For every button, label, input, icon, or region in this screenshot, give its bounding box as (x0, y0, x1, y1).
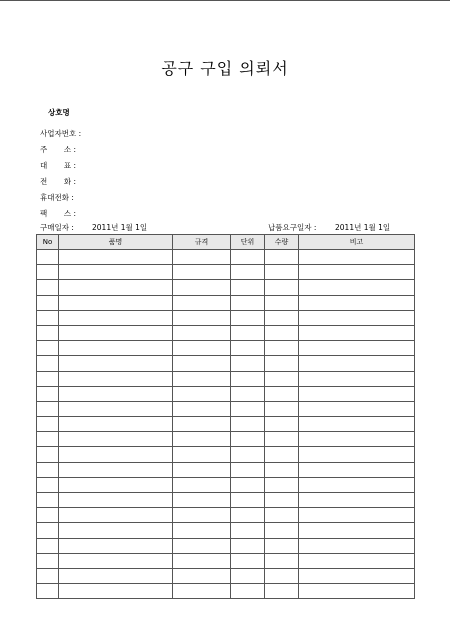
table-cell[interactable] (231, 584, 265, 599)
table-cell[interactable] (37, 371, 59, 386)
header-remarks: 비고 (299, 235, 415, 250)
table-cell[interactable] (299, 523, 415, 538)
phone-label: 전 화 : (40, 177, 77, 186)
table-cell[interactable] (265, 523, 299, 538)
table-cell[interactable] (265, 584, 299, 599)
table-cell[interactable] (59, 325, 173, 340)
table-cell[interactable] (173, 341, 231, 356)
table-cell[interactable] (59, 356, 173, 371)
table-row (37, 568, 415, 583)
table-cell[interactable] (299, 493, 415, 508)
table-cell[interactable] (231, 447, 265, 462)
table-cell[interactable] (231, 265, 265, 280)
table-cell[interactable] (37, 493, 59, 508)
table-cell[interactable] (299, 417, 415, 432)
table-cell[interactable] (37, 265, 59, 280)
table-cell[interactable] (231, 325, 265, 340)
delivery-date-value: 2011년 1월 1일 (335, 223, 391, 232)
table-cell[interactable] (37, 508, 59, 523)
table-cell[interactable] (59, 553, 173, 568)
table-cell[interactable] (265, 538, 299, 553)
table-cell[interactable] (299, 508, 415, 523)
table-cell[interactable] (299, 341, 415, 356)
table-cell[interactable] (299, 538, 415, 553)
table-cell[interactable] (299, 401, 415, 416)
table-cell[interactable] (299, 432, 415, 447)
table-row (37, 295, 415, 310)
table-cell[interactable] (265, 493, 299, 508)
table-row (37, 508, 415, 523)
table-cell[interactable] (59, 401, 173, 416)
table-cell[interactable] (59, 523, 173, 538)
table-cell[interactable] (265, 447, 299, 462)
table-cell[interactable] (231, 493, 265, 508)
company-name-label: 상호명 (48, 108, 70, 117)
table-cell[interactable] (231, 310, 265, 325)
table-row (37, 462, 415, 477)
table-cell[interactable] (265, 386, 299, 401)
delivery-date-label: 납품요구일자 : (268, 223, 317, 232)
table-cell[interactable] (231, 250, 265, 265)
header-item-name: 품명 (59, 235, 173, 250)
table-cell[interactable] (59, 584, 173, 599)
table-cell[interactable] (173, 447, 231, 462)
business-number-label: 사업자번호 : (40, 129, 82, 138)
table-cell[interactable] (59, 417, 173, 432)
purchase-date-label: 구매일자 : (40, 223, 74, 232)
table-cell[interactable] (173, 568, 231, 583)
header-quantity: 수량 (265, 235, 299, 250)
table-cell[interactable] (231, 477, 265, 492)
table-row (37, 432, 415, 447)
table-cell[interactable] (265, 462, 299, 477)
table-row (37, 493, 415, 508)
table-cell[interactable] (59, 250, 173, 265)
table-cell[interactable] (37, 553, 59, 568)
table-cell[interactable] (265, 401, 299, 416)
table-cell[interactable] (59, 310, 173, 325)
table-cell[interactable] (173, 250, 231, 265)
table-cell[interactable] (173, 417, 231, 432)
table-cell[interactable] (173, 310, 231, 325)
table-cell[interactable] (59, 568, 173, 583)
table-cell[interactable] (265, 568, 299, 583)
table-cell[interactable] (173, 493, 231, 508)
purchase-date-value: 2011년 1월 1일 (92, 223, 148, 232)
table-cell[interactable] (265, 477, 299, 492)
table-cell[interactable] (265, 553, 299, 568)
table-cell[interactable] (173, 584, 231, 599)
table-cell[interactable] (173, 477, 231, 492)
table-cell[interactable] (231, 401, 265, 416)
table-cell[interactable] (173, 432, 231, 447)
table-cell[interactable] (173, 356, 231, 371)
table-cell[interactable] (37, 462, 59, 477)
table-cell[interactable] (173, 523, 231, 538)
table-cell[interactable] (59, 462, 173, 477)
table-cell[interactable] (231, 462, 265, 477)
table-cell[interactable] (59, 447, 173, 462)
table-cell[interactable] (37, 584, 59, 599)
table-cell[interactable] (59, 432, 173, 447)
table-cell[interactable] (37, 341, 59, 356)
table-cell[interactable] (173, 386, 231, 401)
table-cell[interactable] (59, 477, 173, 492)
header-no: No (37, 235, 59, 250)
table-cell[interactable] (299, 295, 415, 310)
representative-label: 대 표 : (40, 161, 77, 170)
table-row (37, 538, 415, 553)
table-cell[interactable] (37, 295, 59, 310)
table-cell[interactable] (37, 356, 59, 371)
table-row (37, 356, 415, 371)
table-cell[interactable] (265, 371, 299, 386)
table-cell[interactable] (231, 295, 265, 310)
table-cell[interactable] (265, 432, 299, 447)
table-cell[interactable] (299, 568, 415, 583)
table-row (37, 584, 415, 599)
header-spec: 규격 (173, 235, 231, 250)
table-cell[interactable] (231, 417, 265, 432)
table-cell[interactable] (173, 401, 231, 416)
table-cell[interactable] (299, 584, 415, 599)
table-cell[interactable] (59, 341, 173, 356)
table-cell[interactable] (231, 280, 265, 295)
table-row (37, 250, 415, 265)
table-row (37, 386, 415, 401)
table-cell[interactable] (299, 447, 415, 462)
items-table (36, 234, 415, 599)
table-cell[interactable] (173, 325, 231, 340)
table-cell[interactable] (173, 462, 231, 477)
fax-label: 팩 스 : (40, 209, 77, 218)
table-cell[interactable] (37, 447, 59, 462)
table-cell[interactable] (59, 295, 173, 310)
table-cell[interactable] (59, 280, 173, 295)
table-cell[interactable] (173, 295, 231, 310)
table-cell[interactable] (265, 310, 299, 325)
table-row (37, 265, 415, 280)
table-cell[interactable] (299, 265, 415, 280)
top-border (0, 0, 450, 1)
table-cell[interactable] (59, 538, 173, 553)
table-cell[interactable] (265, 280, 299, 295)
address-label: 주 소 : (40, 145, 77, 154)
table-cell[interactable] (265, 508, 299, 523)
table-cell[interactable] (173, 553, 231, 568)
table-cell[interactable] (37, 250, 59, 265)
table-cell[interactable] (231, 538, 265, 553)
table-cell[interactable] (59, 508, 173, 523)
table-cell[interactable] (59, 493, 173, 508)
table-row (37, 280, 415, 295)
table-cell[interactable] (37, 477, 59, 492)
table-cell[interactable] (37, 568, 59, 583)
table-cell[interactable] (265, 356, 299, 371)
table-cell[interactable] (299, 325, 415, 340)
table-cell[interactable] (173, 265, 231, 280)
table-cell[interactable] (231, 386, 265, 401)
table-row (37, 341, 415, 356)
table-row (37, 310, 415, 325)
table-cell[interactable] (299, 310, 415, 325)
table-cell[interactable] (37, 280, 59, 295)
table-header-row (37, 235, 415, 250)
table-cell[interactable] (37, 401, 59, 416)
table-cell[interactable] (173, 371, 231, 386)
table-cell[interactable] (299, 477, 415, 492)
table-cell[interactable] (231, 523, 265, 538)
table-cell[interactable] (231, 432, 265, 447)
table-cell[interactable] (231, 341, 265, 356)
table-row (37, 553, 415, 568)
table-cell[interactable] (231, 508, 265, 523)
table-cell[interactable] (37, 432, 59, 447)
table-cell[interactable] (299, 386, 415, 401)
table-cell[interactable] (59, 386, 173, 401)
table-cell[interactable] (231, 568, 265, 583)
table-cell[interactable] (37, 538, 59, 553)
table-row (37, 401, 415, 416)
table-body (37, 250, 415, 599)
table-cell[interactable] (37, 325, 59, 340)
table-row (37, 523, 415, 538)
table-cell[interactable] (299, 462, 415, 477)
header-unit: 단위 (231, 235, 265, 250)
table-cell[interactable] (173, 508, 231, 523)
table-cell[interactable] (231, 356, 265, 371)
table-cell[interactable] (265, 250, 299, 265)
table-cell[interactable] (265, 341, 299, 356)
table-row (37, 371, 415, 386)
mobile-label: 휴대전화 : (40, 193, 74, 202)
table-cell[interactable] (59, 265, 173, 280)
table-cell[interactable] (299, 280, 415, 295)
table-cell[interactable] (37, 417, 59, 432)
table-cell[interactable] (265, 325, 299, 340)
table-cell[interactable] (37, 386, 59, 401)
table-cell[interactable] (37, 310, 59, 325)
table-cell[interactable] (173, 538, 231, 553)
table-row (37, 417, 415, 432)
table-cell[interactable] (299, 356, 415, 371)
table-cell[interactable] (231, 553, 265, 568)
table-cell[interactable] (265, 417, 299, 432)
table-cell[interactable] (265, 265, 299, 280)
table-cell[interactable] (299, 250, 415, 265)
table-row (37, 325, 415, 340)
table-cell[interactable] (299, 553, 415, 568)
table-cell[interactable] (37, 523, 59, 538)
table-row (37, 447, 415, 462)
table-cell[interactable] (173, 280, 231, 295)
document-title: 공구 구입 의뢰서 (161, 59, 289, 78)
table-cell[interactable] (231, 371, 265, 386)
table-cell[interactable] (59, 371, 173, 386)
table-cell[interactable] (299, 371, 415, 386)
table-row (37, 477, 415, 492)
table-cell[interactable] (265, 295, 299, 310)
